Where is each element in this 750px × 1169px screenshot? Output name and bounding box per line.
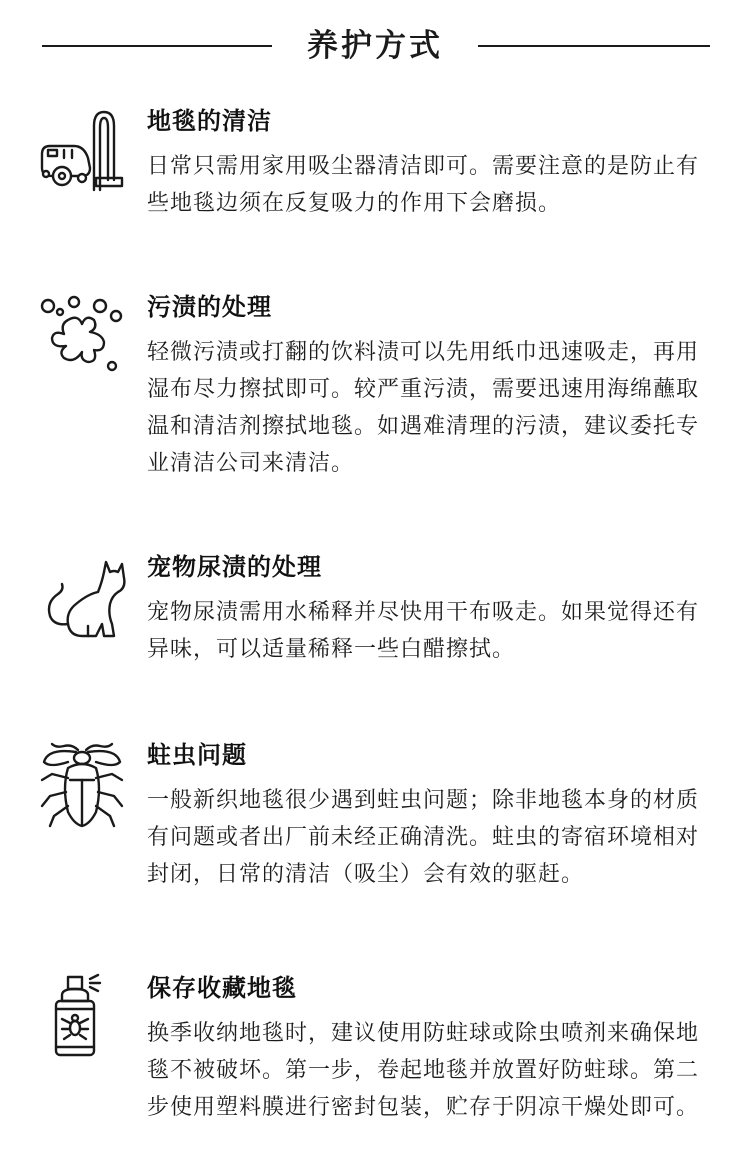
header-divider-right <box>478 45 710 47</box>
section-heading: 污渍的处理 <box>147 293 272 321</box>
cat-icon <box>38 554 126 642</box>
section-body: 换季收纳地毯时，建议使用防蛀球或除虫喷剂来确保地毯不被破坏。第一步，卷起地毯并放置好防蛀球。第二步使用塑料膜进行密封包装，贮存于阴凉干燥处即可。 <box>147 1021 700 1120</box>
section-heading: 蛀虫问题 <box>147 741 247 769</box>
cockroach-icon <box>38 740 126 828</box>
section-body: 日常只需用家用吸尘器清洁即可。需要注意的是防止有些地毯边须在反复吸力的作用下会磨损。 <box>147 154 700 216</box>
insect-spray-icon <box>38 973 126 1061</box>
stain-splash-icon <box>38 292 126 380</box>
section-body: 轻微污渍或打翻的饮料渍可以先用纸巾迅速吸走，再用湿布尽力擦拭即可。较严重污渍，需要迅速用海绵蘸取温和清洁剂擦拭地毯。如遇难清理的污渍，建议委托专业清洁公司来清洁。 <box>147 340 700 476</box>
header-divider-left <box>42 45 272 47</box>
section-heading: 保存收藏地毯 <box>147 974 297 1002</box>
section-heading: 宠物尿渍的处理 <box>147 553 322 581</box>
section-body: 宠物尿渍需用水稀释并尽快用干布吸走。如果觉得还有异味，可以适量稀释一些白醋擦拭。 <box>147 600 700 662</box>
section-heading: 地毯的清洁 <box>147 107 272 135</box>
page-title: 养护方式 <box>307 28 443 64</box>
section-body: 一般新织地毯很少遇到蛀虫问题；除非地毯本身的材质有问题或者出厂前未经正确清洗。蛀虫的寄宿环境相对封闭，日常的清洁（吸尘）会有效的驱赶。 <box>147 788 700 887</box>
vacuum-cleaner-icon <box>38 106 126 194</box>
section-header <box>0 18 750 76</box>
